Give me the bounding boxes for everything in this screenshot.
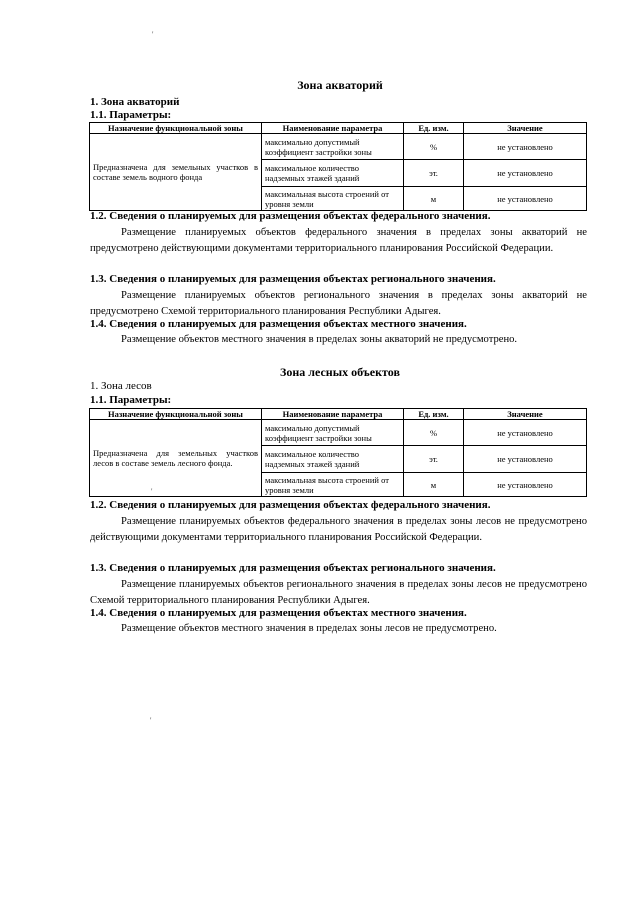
zone-purpose-cell: Предназначена для земельных участков лесов в составе земель лесного фонда. xyxy=(90,420,262,497)
parameters-table-forest xyxy=(89,408,587,497)
heading-parameters-forest: 1.1. Параметры: xyxy=(90,394,172,406)
value-cell: не установлено xyxy=(464,160,587,187)
paragraph-regional-forest: Размещение планируемых объектов регионального значения в пределах зоны лесов не предусмотрено Схемой территориального планирования Республики Адыгея. xyxy=(90,579,587,606)
paragraph-local-forest: Размещение объектов местного значения в пределах зоны лесов не предусмотрено. xyxy=(121,623,497,634)
zone-title-water: Зона акваторий xyxy=(297,78,383,92)
stray-mark-bottom: ' xyxy=(150,716,152,725)
heading-federal-water: 1.2. Сведения о планируемых для размещения объектах федерального значения. xyxy=(90,210,491,222)
unit-cell: м xyxy=(404,473,464,497)
heading-local-water: 1.4. Сведения о планируемых для размещения объектах местного значения. xyxy=(90,318,467,330)
heading-regional-forest: 1.3. Сведения о планируемых для размещения объектах регионального значения. xyxy=(90,562,496,574)
param-name-cell: максимальная высота строений от уровня земли xyxy=(262,473,404,497)
stray-mark-middle: ' xyxy=(151,487,153,496)
value-cell: не установлено xyxy=(464,473,587,497)
param-name-cell: максимальное количество надземных этажей зданий xyxy=(262,446,404,473)
value-cell: не установлено xyxy=(464,420,587,446)
col-header-value: Значение xyxy=(464,409,587,420)
col-header-unit: Ед. изм. xyxy=(404,123,464,134)
param-name-cell: максимально допустимый коэффициент застройки зоны xyxy=(262,420,404,446)
table-header-row xyxy=(90,409,587,420)
col-header-purpose: Назначение функциональной зоны xyxy=(90,409,262,420)
paragraph-local-water: Размещение объектов местного значения в пределах зоны акваторий не предусмотрено. xyxy=(121,334,518,345)
heading-zone-water: 1. Зона акваторий xyxy=(90,96,180,108)
value-cell: не установлено xyxy=(464,134,587,160)
zone-title-forest: Зона лесных объектов xyxy=(280,365,400,379)
col-header-value: Значение xyxy=(464,123,587,134)
value-cell: не установлено xyxy=(464,187,587,211)
heading-regional-water: 1.3. Сведения о планируемых для размещения объектах регионального значения. xyxy=(90,273,496,285)
unit-cell: эт. xyxy=(404,446,464,473)
parameters-table-water xyxy=(89,122,587,211)
table-row xyxy=(90,134,587,160)
col-header-unit: Ед. изм. xyxy=(404,409,464,420)
heading-parameters-water: 1.1. Параметры: xyxy=(90,109,172,121)
col-header-purpose: Назначение функциональной зоны xyxy=(90,123,262,134)
paragraph-federal-water: Размещение планируемых объектов федерального значения в пределах зоны акваторий не предусмотрено действующими документами территориального планирования Российской Федерации. xyxy=(90,227,587,254)
unit-cell: % xyxy=(404,134,464,160)
unit-cell: м xyxy=(404,187,464,211)
param-name-cell: максимальное количество надземных этажей зданий xyxy=(262,160,404,187)
param-name-cell: максимально допустимый коэффициент застройки зоны xyxy=(262,134,404,160)
col-header-parameter: Наименование параметра xyxy=(262,409,404,420)
paragraph-federal-forest: Размещение планируемых объектов федерального значения в пределах зоны лесов не предусмотрено действующими документами территориального планирования Российской Федерации. xyxy=(90,516,587,543)
heading-local-forest: 1.4. Сведения о планируемых для размещения объектах местного значения. xyxy=(90,607,467,619)
unit-cell: % xyxy=(404,420,464,446)
heading-zone-forest: 1. Зона лесов xyxy=(90,380,152,392)
table-header-row xyxy=(90,123,587,134)
value-cell: не установлено xyxy=(464,446,587,473)
table-row xyxy=(90,420,587,446)
paragraph-regional-water: Размещение планируемых объектов регионального значения в пределах зоны акваторий не предусмотрено Схемой территориального планирования Республики Адыгея. xyxy=(90,290,587,317)
unit-cell: эт. xyxy=(404,160,464,187)
zone-purpose-cell: Предназначена для земельных участков в составе земель водного фонда xyxy=(90,134,262,211)
param-name-cell: максимальная высота строений от уровня земли xyxy=(262,187,404,211)
col-header-parameter: Наименование параметра xyxy=(262,123,404,134)
heading-federal-forest: 1.2. Сведения о планируемых для размещения объектах федерального значения. xyxy=(90,499,491,511)
stray-mark-top: ' xyxy=(152,30,154,39)
